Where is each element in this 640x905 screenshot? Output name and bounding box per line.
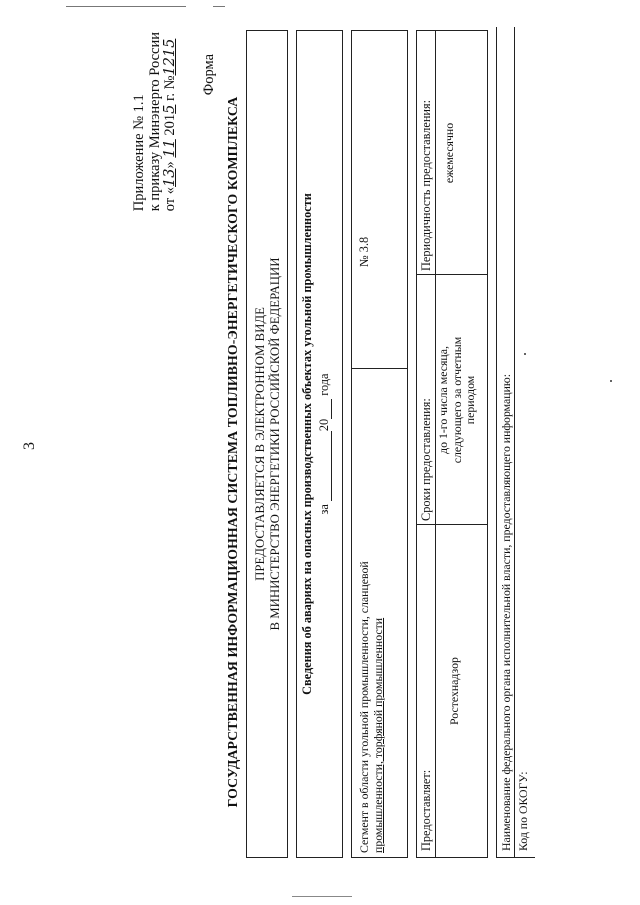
attachment-line-3: от «13» 11 2015 г. №1215	[162, 38, 178, 212]
segment-line-1: Сегмент в области угольной промышленности, сланцевой	[357, 561, 371, 853]
order-day: 13	[162, 168, 178, 187]
main-title: ГОСУДАРСТВЕННАЯ ИНФОРМАЦИОННАЯ СИСТЕМА ТОПЛИВНО-ЭНЕРГЕТИЧЕСКОГО КОМПЛЕКСА	[225, 96, 240, 808]
report-title: Сведения об авариях на опасных производственных объектах угольной промышленности	[300, 193, 314, 695]
okogu-label: Код по ОКОГУ:	[516, 771, 530, 851]
deadline-line: до 1-го числа месяца,	[436, 346, 450, 454]
segment-box	[351, 30, 408, 858]
deadline-cell	[437, 275, 478, 525]
header-deadline: Сроки предоставления:	[419, 398, 433, 521]
segment-divider	[352, 368, 407, 369]
authority-label: Наименование федерального органа исполнительной власти, предоставляющего информацию:	[499, 373, 513, 851]
provision-table	[416, 30, 488, 858]
period-year: 20	[317, 418, 331, 432]
header-provider: Предоставляет:	[419, 769, 433, 851]
order-number: 1215	[162, 38, 178, 76]
report-period	[317, 31, 332, 857]
page-number: 3	[21, 442, 38, 450]
scan-edge-line	[213, 6, 225, 7]
header-frequency: Периодичность предоставления:	[419, 99, 433, 271]
reporter-info-divider	[514, 27, 515, 857]
attachment-line-1: Приложение № 1.1	[131, 94, 147, 212]
submission-line-2: В МИНИСТЕРСТВО ЭНЕРГЕТИКИ РОССИЙСКОЙ ФЕДЕРАЦИИ	[268, 257, 282, 631]
deadline-line: следующего за отчетным	[449, 336, 464, 464]
period-suffix: года	[317, 373, 331, 396]
period-blank	[318, 431, 332, 501]
form-number: № 3.8	[357, 236, 371, 267]
scan-edge-line	[292, 896, 352, 897]
attachment-block	[132, 32, 179, 211]
deadline-line: периодом	[463, 375, 477, 425]
provider-cell: Ростехнадзор	[447, 657, 461, 725]
submission-box	[246, 30, 288, 858]
period-year-blank	[318, 399, 332, 419]
period-prefix: за	[317, 504, 331, 515]
form-label: Форма	[201, 54, 217, 96]
reporter-info-block	[496, 27, 535, 858]
report-title-box	[296, 30, 343, 858]
submission-line-1: ПРЕДОСТАВЛЯЕТСЯ В ЭЛЕКТРОННОМ ВИДЕ	[253, 307, 267, 581]
order-month: 11	[162, 139, 178, 158]
segment-line-2: промышленности, торфяной промышленности	[371, 617, 385, 853]
attachment-line-2: к приказу Минэнерго России	[146, 32, 163, 212]
scan-edge-line	[66, 6, 186, 7]
order-year-digit: 5	[162, 104, 178, 114]
segment-text	[357, 561, 385, 853]
frequency-cell: ежемесячно	[442, 122, 456, 184]
rotated-form	[131, 22, 640, 882]
